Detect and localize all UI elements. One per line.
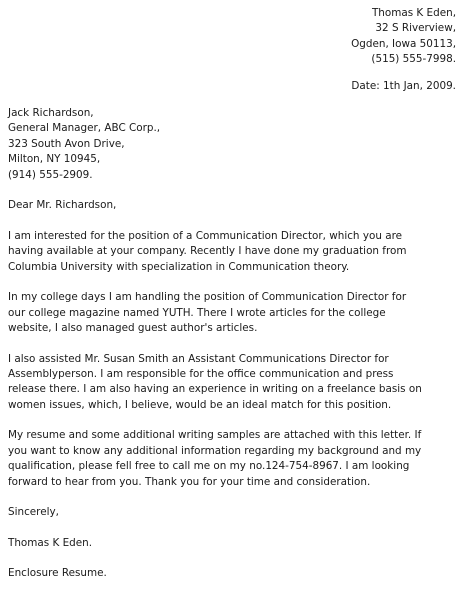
paragraph-line: you want to know any additional information regarding my background and my (8, 444, 422, 457)
sender-city: Ogden, Iowa 50113, (351, 37, 456, 50)
recipient-street: 323 South Avon Drive, (8, 137, 125, 150)
paragraph-line: In my college days I am handling the position of Communication Director for (8, 291, 407, 304)
paragraph-college (8, 290, 458, 336)
paragraph-line: I also assisted Mr. Susan Smith an Assistant Communications Director for (8, 352, 389, 365)
enclosure-note: Enclosure Resume. (8, 567, 107, 580)
closing: Sincerely, (8, 506, 59, 519)
recipient-city: Milton, NY 10945, (8, 153, 101, 166)
paragraph-line: our college magazine named YUTH. There I wrote articles for the college (8, 306, 386, 319)
sender-name: Thomas K Eden, (371, 7, 456, 19)
salutation: Dear Mr. Richardson, (8, 199, 117, 212)
recipient-address (8, 106, 458, 183)
paragraph-line: website, I also managed guest author's articles. (8, 322, 258, 335)
paragraph-line: Columbia University with specialization in Communication theory. (8, 260, 350, 273)
paragraph-line: release there. I am also having an experience in writing on a freelance basis on (8, 383, 422, 396)
paragraph-line: women issues, which, I believe, would be an ideal match for this position. (8, 398, 392, 411)
paragraph-line: qualification, please fell free to call me on my no.124-754-8967. I am looking (8, 460, 410, 473)
paragraph-line: Assemblyperson. I am responsible for the office communication and press (8, 368, 394, 381)
signature-name: Thomas K Eden. (8, 536, 93, 549)
paragraph-line: My resume and some additional writing samples are attached with this letter. If (8, 429, 422, 442)
paragraph-closing-info (8, 428, 458, 490)
recipient-phone: (914) 555-2909. (8, 168, 93, 181)
paragraph-experience (8, 352, 458, 414)
paragraph-intro (8, 229, 458, 275)
sender-phone: (515) 555-7998. (371, 53, 456, 66)
letter-date: Date: 1th Jan, 2009. (351, 80, 456, 92)
letter-body (8, 106, 458, 597)
recipient-name: Jack Richardson, (8, 107, 94, 119)
paragraph-line: forward to hear from you. Thank you for your time and consideration. (8, 475, 371, 488)
recipient-title: General Manager, ABC Corp., (8, 122, 161, 135)
paragraph-line: having available at your company. Recently I have done my graduation from (8, 245, 407, 258)
sender-address (351, 6, 456, 68)
paragraph-line: I am interested for the position of a Communication Director, which you are (8, 229, 403, 242)
sender-street: 32 S Riverview, (375, 22, 456, 35)
